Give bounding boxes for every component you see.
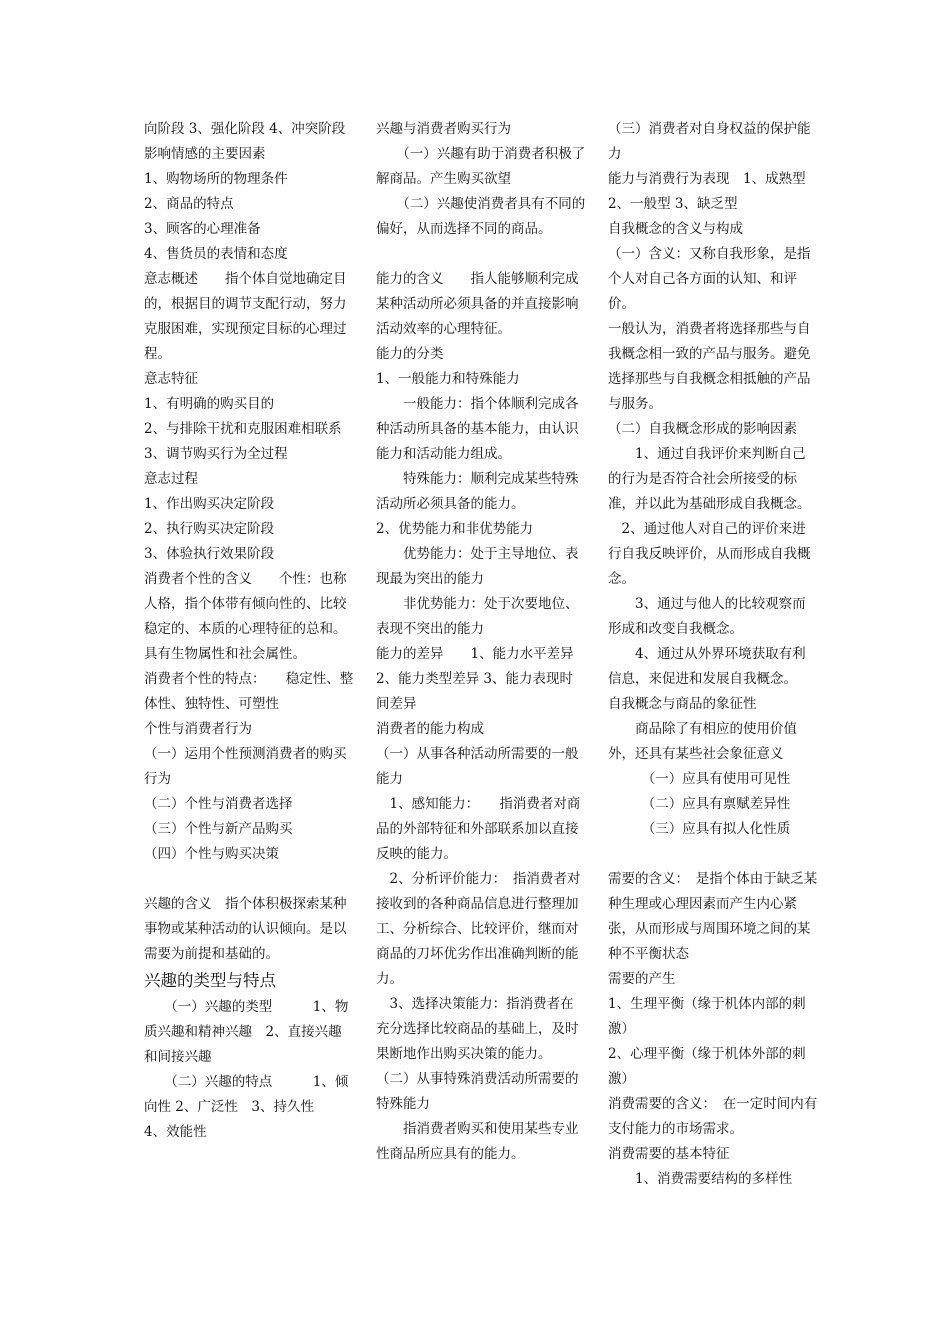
text-line: 1、购物场所的物理条件 <box>144 171 288 187</box>
text-line: 需要的产生 <box>608 971 676 987</box>
text-line: 1、有明确的购买目的 <box>144 396 275 412</box>
text-line: 需要的含义： 是指个体由于缺乏某种生理或心理因素而产生内心紧张，从而形成与周围环境之间的某种不平衡状态 <box>608 871 818 962</box>
text-line: 消费者个性的含义 个性：也称人格，指个体带有倾向性的、比较稳定的、本质的心理特征的总和。 具有生物属性和社会属性。 <box>144 571 367 662</box>
text-column-right <box>608 117 818 1192</box>
text-line: （一）从事各种活动所需要的一般能力 <box>376 746 579 787</box>
text-line: 影响情感的主要因素 <box>144 146 266 162</box>
text-line: 指消费者购买和使用某些专业性商品所应具有的能力。 <box>376 1121 579 1162</box>
text-line: 3、选择决策能力：指消费者在充分选择比较商品的基础上，及时果断地作出购买决策的能力。 <box>376 996 579 1062</box>
text-line: 3、顾客的心理准备 <box>144 221 261 237</box>
text-line: 意志过程 <box>144 471 198 487</box>
text-line: 向阶段 3、强化阶段 4、冲突阶段 <box>144 121 346 137</box>
text-line: 消费者的能力构成 <box>376 721 484 737</box>
text-line: （二）从事特殊消费活动所需要的特殊能力 <box>376 1071 579 1112</box>
text-line: 2、与排除干扰和克服困难相联系 <box>144 421 342 437</box>
text-line: （二）个性与消费者选择 <box>144 796 293 812</box>
text-line: 能力与消费行为表现 1、成熟型 2、一般型 3、缺乏型 <box>608 171 810 212</box>
text-line: 商品除了有相应的使用价值外，还具有某些社会象征意义 <box>608 721 797 762</box>
text-line: 一般能力：指个体顺利完成各种活动所具备的基本能力，由认识能力和活动能力组成。 <box>376 396 579 462</box>
text-line: 1、一般能力和特殊能力 <box>376 371 520 387</box>
text-line: （一）含义：又称自我形象，是指个人对自己各方面的认知、和评价。 <box>608 246 811 312</box>
text-line: 1、生理平衡（缘于机体内部的刺激） <box>608 996 806 1037</box>
text-line: 一般认为，消费者将选择那些与自我概念相一致的产品与服务。避免选择那些与自我概念相抵触的产品与服务。 <box>608 321 811 412</box>
text-line <box>608 842 818 867</box>
text-line: （一）兴趣有助于消费者积极了解商品。产生购买欲望 <box>376 146 586 187</box>
text-column-left <box>144 117 367 1145</box>
text-line: 4、通过从外界环境获取有利信息，来促进和发展自我概念。 <box>608 646 806 687</box>
text-line <box>144 867 354 892</box>
text-line: （三）应具有拟人化性质 <box>608 821 791 837</box>
text-line: 消费需要的含义： 在一定时间内有支付能力的市场需求。 <box>608 1096 818 1137</box>
section-heading: 兴趣的类型与特点 <box>144 971 276 990</box>
text-line: 2、通过他人对自己的评价来进行自我反映评价，从而形成自我概念。 <box>608 521 811 587</box>
text-line: 2、分析评价能力： 指消费者对接收到的各种商品信息进行整理加工、分析综合、比较评价，继而对商品的刀坏优劣作出准确判断的能力。 <box>376 871 581 987</box>
text-line: （一）运用个性预测消费者的购买行为 <box>144 746 347 787</box>
text-line: （二）自我概念形成的影响因素 <box>608 421 797 437</box>
text-line: 3、体验执行效果阶段 <box>144 546 275 562</box>
text-line: 消费者个性的特点： 稳定性、整体性、独特性、可塑性 <box>144 671 354 712</box>
text-line: （一）应具有使用可见性 <box>608 771 791 787</box>
text-line: 能力的分类 <box>376 346 444 362</box>
text-line: （一）兴趣的类型 1、物质兴趣和精神兴趣 2、直接兴趣和间接兴趣 <box>144 999 349 1065</box>
text-line: 能力的差异 1、能力水平差异 2、能力类型差异 3、能力表现时间差异 <box>376 646 578 712</box>
text-line: 意志概述 指个体自觉地确定目的，根据目的调节支配行动，努力克服困难，实现预定目标的心理过程。 <box>144 271 347 362</box>
text-line: 兴趣的含义 指个体积极探索某种事物或某种活动的认识倾向。是以需要为前提和基础的。 <box>144 896 347 962</box>
text-line: 2、心理平衡（缘于机体外部的刺激） <box>608 1046 806 1087</box>
text-line: （四）个性与购买决策 <box>144 846 279 862</box>
text-line: 2、执行购买决定阶段 <box>144 521 275 537</box>
text-line: 1、通过自我评价来判断自己的行为是否符合社会所接受的标准，并以此为基础形成自我概念。 <box>608 446 811 512</box>
text-line: 特殊能力：顺利完成某些特殊活动所必须具备的能力。 <box>376 471 579 512</box>
text-line: 能力的含义 指人能够顺利完成某种活动所必须具备的并直接影响活动效率的心理特征。 <box>376 271 579 337</box>
text-line: 个性与消费者行为 <box>144 721 252 737</box>
text-line: （二）兴趣的特点 1、倾向性 2、广泛性 3、持久性 4、效能性 <box>144 1074 349 1140</box>
text-line: （三）个性与新产品购买 <box>144 821 293 837</box>
text-line: （二）兴趣使消费者具有不同的偏好，从而选择不同的商品。 <box>376 196 586 237</box>
text-line: （二）应具有禀赋差异性 <box>608 796 791 812</box>
text-line: 4、售货员的表情和态度 <box>144 246 288 262</box>
text-line: 非优势能力：处于次要地位、表现不突出的能力 <box>376 596 579 637</box>
text-line: 1、消费需要结构的多样性 <box>608 1171 793 1187</box>
text-line: 3、调节购买行为全过程 <box>144 446 288 462</box>
text-line: 3、通过与他人的比较观察而形成和改变自我概念。 <box>608 596 806 637</box>
text-line: 2、优势能力和非优势能力 <box>376 521 534 537</box>
text-line: 自我概念的含义与构成 <box>608 221 743 237</box>
text-line: 1、感知能力： 指消费者对商品的外部特征和外部联系加以直接反映的能力。 <box>376 796 581 862</box>
text-line: 兴趣与消费者购买行为 <box>376 121 511 137</box>
text-column-middle <box>376 117 586 1167</box>
text-line: 2、商品的特点 <box>144 196 234 212</box>
text-line: 消费需要的基本特征 <box>608 1146 730 1162</box>
text-line: 意志特征 <box>144 371 198 387</box>
text-line: 自我概念与商品的象征性 <box>608 696 757 712</box>
text-line <box>376 242 586 267</box>
text-line: 1、作出购买决定阶段 <box>144 496 275 512</box>
text-line: （三）消费者对自身权益的保护能力 <box>608 121 811 162</box>
text-line: 优势能力：处于主导地位、表现最为突出的能力 <box>376 546 579 587</box>
